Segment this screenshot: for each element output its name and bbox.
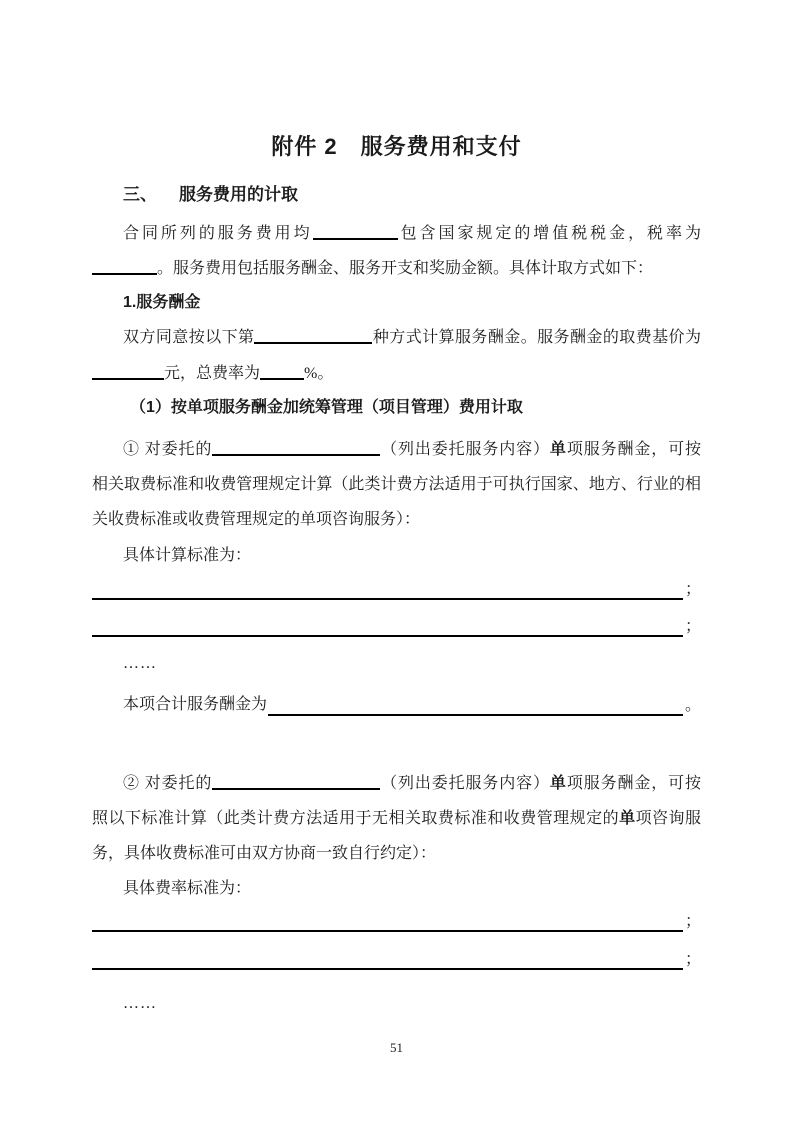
tax-clause-line-2 — [92, 257, 701, 281]
fill-semicolon: ； — [684, 951, 701, 968]
fill-semicolon: ； — [684, 581, 701, 598]
method-selection-blank — [254, 329, 372, 344]
item2-text-mid: （列出委托服务内容） — [380, 775, 550, 792]
fill-underline — [92, 914, 683, 932]
item1-text-pre: ① 对委托的 — [123, 441, 213, 458]
rate-standard-label: 具体费率标准为： — [123, 880, 252, 897]
item2-line-3: 务，具体收费标准可由双方协商一致自行约定）： — [92, 845, 437, 862]
item2-bold-char: 单 — [549, 775, 567, 792]
page-number: 51 — [390, 1040, 403, 1055]
fill-underline — [92, 952, 683, 970]
item1-line-2: 相关取费标准和收费管理规定计算（此类计费方法适用于可执行国家、地方、行业的相 — [92, 476, 701, 493]
item1-line-1 — [92, 438, 701, 462]
entrusted-content-blank-1 — [212, 441, 380, 456]
item2-text-post: 项服务酬金，可按 — [566, 775, 701, 792]
tax-clause-text-pre: 合同所列的服务费用均 — [123, 225, 313, 242]
item2-text-2pre: 照以下标准计算（此类计费方法适用于无相关取费标准和收费管理规定的 — [92, 810, 620, 827]
item1-bold-char: 单 — [549, 441, 567, 458]
tax-clause-text-2: 。服务费用包括服务酬金、服务开支和奖励金额。具体计取方式如下： — [157, 260, 654, 277]
item2-bold-char-2: 单 — [619, 810, 636, 827]
total-remuneration-label: 本项合计服务酬金为 — [123, 696, 268, 713]
tax-clause-line-1 — [92, 222, 701, 246]
tax-clause-text-post: 包含国家规定的增值税税金，税率为 — [397, 225, 701, 242]
calc-fill-line-1 — [92, 576, 701, 600]
section-number: 三、 — [123, 185, 157, 204]
fill-semicolon: ； — [684, 618, 701, 635]
total-remuneration-row — [92, 692, 701, 716]
fill-semicolon: ； — [684, 913, 701, 930]
tax-rate-blank — [92, 260, 157, 275]
method1-heading: （1）按单项服务酬金加统筹管理（项目管理）费用计取 — [130, 399, 523, 416]
entrusted-content-blank-2 — [212, 775, 380, 790]
total-period: 。 — [684, 697, 701, 714]
item2-line-1 — [92, 772, 701, 796]
fill-underline — [92, 582, 683, 600]
agreement-text-post: 种方式计算服务酬金。服务酬金的取费基价为 — [372, 329, 701, 346]
section-title: 服务费用的计取 — [179, 185, 298, 204]
item2-ellipsis: …… — [123, 995, 157, 1012]
item1-text-post: 项服务酬金，可按 — [566, 441, 701, 458]
fill-underline — [92, 619, 683, 637]
item1-line-3: 关收费标准或收费管理规定的单项咨询服务）： — [92, 511, 421, 528]
tax-inclusion-blank — [313, 225, 398, 240]
calc-standard-label: 具体计算标准为： — [123, 547, 252, 564]
item2-text-pre: ② 对委托的 — [123, 775, 213, 792]
calc-fill-line-2 — [92, 613, 701, 637]
agreement-line-2 — [92, 362, 701, 386]
section-heading — [92, 183, 701, 207]
rate-fill-line-1 — [92, 908, 701, 932]
agreement-text-2b: %。 — [304, 365, 334, 382]
rate-fill-line-2 — [92, 946, 701, 970]
item1-text-mid: （列出委托服务内容） — [380, 441, 550, 458]
base-price-blank — [92, 365, 164, 380]
remuneration-heading: 1.服务酬金 — [123, 294, 201, 311]
item2-text-2post: 项咨询服 — [635, 810, 701, 827]
item2-line-2 — [92, 807, 701, 831]
agreement-text-2a: 元，总费率为 — [164, 365, 261, 382]
item1-ellipsis: …… — [123, 655, 157, 672]
total-remuneration-blank — [268, 698, 683, 716]
agreement-line-1 — [92, 326, 701, 350]
attachment-title: 附件 2 服务费用和支付 — [271, 134, 522, 159]
agreement-text-pre: 双方同意按以下第 — [123, 329, 255, 346]
total-rate-blank — [260, 365, 304, 380]
